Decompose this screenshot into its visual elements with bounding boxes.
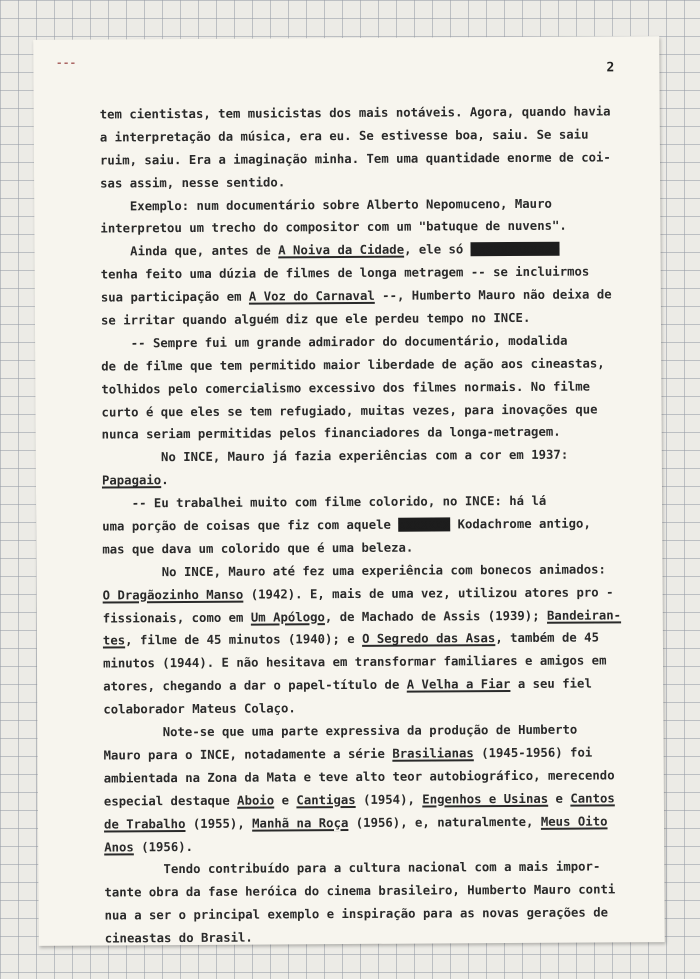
text-line: [103, 695, 663, 721]
underlined-title: Cantos: [570, 791, 615, 806]
text-segment: tante obra da fase heróica do cinema brasileiro, Humberto Mauro conti: [104, 882, 616, 900]
text-line: [102, 512, 662, 538]
text-line: [104, 810, 664, 836]
text-line: [103, 718, 663, 744]
text-segment: ambientada na Zona da Mata e teve alto teor autobiográfico, merecendo: [103, 768, 615, 786]
text-segment: No INCE, Mauro já fazia experiências com a cor em 1937:: [101, 448, 569, 465]
text-segment: -- Sempre fui um grande admirador do documentário, modalida: [101, 333, 568, 351]
underlined-title: Um Apólogo: [250, 609, 325, 625]
text-line: [102, 558, 662, 584]
text-segment: tem cientistas, tem musicistas dos mais notáveis. Agora, quando havia: [99, 104, 611, 122]
page-number: 2: [606, 60, 615, 76]
underlined-title: O Dragãozinho Manso: [102, 587, 244, 603]
underlined-title: de Trabalho: [103, 816, 186, 832]
text-segment: tenha feito uma dúzia de filmes de longa metragem -- se incluirmos: [100, 264, 590, 282]
text-segment: minutos (1944). E não hesitava em transformar familiares e amigos em: [103, 653, 607, 671]
text-line: [102, 535, 662, 561]
corner-pencil-mark: ---: [55, 55, 76, 71]
underlined-title: tes: [102, 633, 126, 648]
text-line: [104, 741, 664, 767]
text-segment: (1942). E, mais de uma vez, utilizou atores pro -: [243, 585, 614, 602]
text-line: [100, 237, 660, 263]
text-segment: Exemplo: num documentário sobre Alberto Nepomuceno, Mauro: [100, 196, 552, 214]
text-line: [100, 192, 660, 218]
text-segment: a seu fiel: [510, 676, 592, 692]
text-segment: Tendo contribuído para a cultura nacional com a mais impor-: [104, 859, 601, 877]
text-segment: curto é que eles se tem refugiado, muitas vezes, para inovações que: [101, 402, 598, 420]
text-segment: cineastas do Brasil.: [104, 930, 253, 946]
text-segment: , filme de 45 minutos (1940); e: [125, 632, 363, 648]
text-line: [100, 100, 660, 126]
text-segment: e: [548, 791, 571, 806]
text-segment: .: [161, 473, 169, 488]
text-line: [102, 421, 662, 447]
text-segment: colaborador Mateus Colaço.: [103, 701, 296, 717]
text-line: [103, 581, 663, 607]
text-segment: tolhidos pelo comercialismo excessivo dos filmes normais. No filme: [101, 379, 591, 397]
underlined-title: Brasilianas: [392, 746, 474, 761]
underlined-title: Meus Oito: [540, 814, 608, 829]
text-segment: Mauro para o INCE, notadamente a série: [103, 746, 393, 763]
underlined-title: Engenhos e Usinas: [422, 791, 549, 807]
text-segment: Kodachrome antigo,: [450, 516, 591, 532]
text-segment: de de filme que tem permitido maior liberdade de ação aos cineastas,: [101, 356, 605, 374]
text-line: [102, 489, 662, 515]
text-line: [101, 283, 661, 309]
text-line: [100, 146, 660, 172]
underlined-title: Anos: [104, 839, 134, 855]
text-segment: especial destaque: [103, 793, 238, 809]
text-segment: (1956).: [133, 839, 194, 854]
underlined-title: Manhã na Roça: [252, 815, 349, 831]
text-line: [101, 398, 661, 424]
text-segment: nunca seriam permitidas pelos financiadores da longa-metragem.: [101, 425, 561, 442]
text-line: [105, 901, 665, 927]
text-line: [103, 649, 663, 675]
text-line: [102, 443, 662, 469]
text-segment: interpretou um trecho do compositor com um "batuque de nuvens".: [100, 219, 567, 236]
text-segment: ruim, saiu. Era a imaginação minha. Tem uma quantidade enorme de coi-: [99, 150, 611, 168]
text-segment: uma porção de coisas que fiz com aquele: [102, 517, 399, 534]
underlined-title: Papagaio: [101, 473, 162, 488]
underlined-title: Bandeiran-: [546, 607, 622, 623]
text-segment: se irritar quando alguém diz que ele perdeu tempo no INCE.: [100, 310, 531, 328]
text-line: [103, 672, 663, 698]
typed-text-body: [100, 100, 665, 950]
text-line: [101, 306, 661, 332]
text-segment: No INCE, Mauro até fez uma experiência com bonecos animados:: [102, 562, 606, 580]
underlined-title: A Velha a Fiar: [406, 677, 511, 692]
underlined-title: O Segredo das Asas: [362, 631, 496, 647]
text-line: [100, 123, 660, 149]
text-segment: --, Humberto Mauro não deixa de: [374, 287, 612, 303]
text-line: [101, 375, 661, 401]
text-segment: Ainda que, antes de: [100, 243, 279, 259]
text-line: [101, 260, 661, 286]
underlined-title: A Voz do Carnaval: [248, 288, 375, 304]
text-line: [104, 764, 664, 790]
struck-out-word: xxxxxxxxxxxx: [470, 242, 560, 257]
typewritten-page: [33, 36, 665, 946]
text-segment: a interpretação da música, era eu. Se estivesse boa, saiu. Se saiu: [99, 127, 589, 145]
text-segment: Note-se que uma parte expressiva da produção de Humberto: [103, 722, 578, 740]
struck-out-word: xxxxxxx: [398, 517, 451, 532]
text-line: [100, 215, 660, 241]
underlined-title: Aboio: [237, 793, 275, 808]
text-line: [101, 329, 661, 355]
text-segment: -- Eu trabalhei muito com filme colorido, no INCE: há lá: [102, 493, 547, 511]
text-segment: sas assim, nesse sentido.: [100, 175, 286, 191]
text-segment: nua a ser o principal exemplo e inspiração para as novas gerações de: [104, 905, 609, 923]
text-line: [103, 627, 663, 653]
underlined-title: A Noiva da Cidade: [278, 243, 405, 258]
text-segment: atores, chegando a dar o papel-título de: [103, 677, 407, 694]
text-line: [104, 787, 664, 813]
text-line: [104, 833, 664, 859]
text-segment: (1955),: [185, 816, 253, 831]
text-line: [101, 352, 661, 378]
text-segment: fissionais, como em: [102, 610, 251, 626]
text-segment: , ele só: [404, 242, 471, 258]
text-segment: mas que dava um colorido que é uma beleza.: [102, 540, 414, 557]
text-segment: sua participação em: [100, 289, 249, 305]
text-segment: e: [274, 793, 297, 808]
text-segment: , também de 45: [495, 630, 600, 646]
text-line: [102, 466, 662, 492]
text-segment: (1956), e, naturalmente,: [348, 814, 541, 830]
text-line: [104, 855, 664, 881]
text-line: [103, 604, 663, 630]
underlined-title: Cantigas: [296, 792, 356, 808]
text-line: [104, 878, 664, 904]
text-line: [105, 924, 665, 950]
text-segment: (1954),: [355, 792, 423, 807]
text-line: [100, 169, 660, 195]
text-segment: , de Machado de Assis (1939);: [324, 608, 548, 624]
text-segment: (1945-1956) foi: [473, 745, 593, 761]
